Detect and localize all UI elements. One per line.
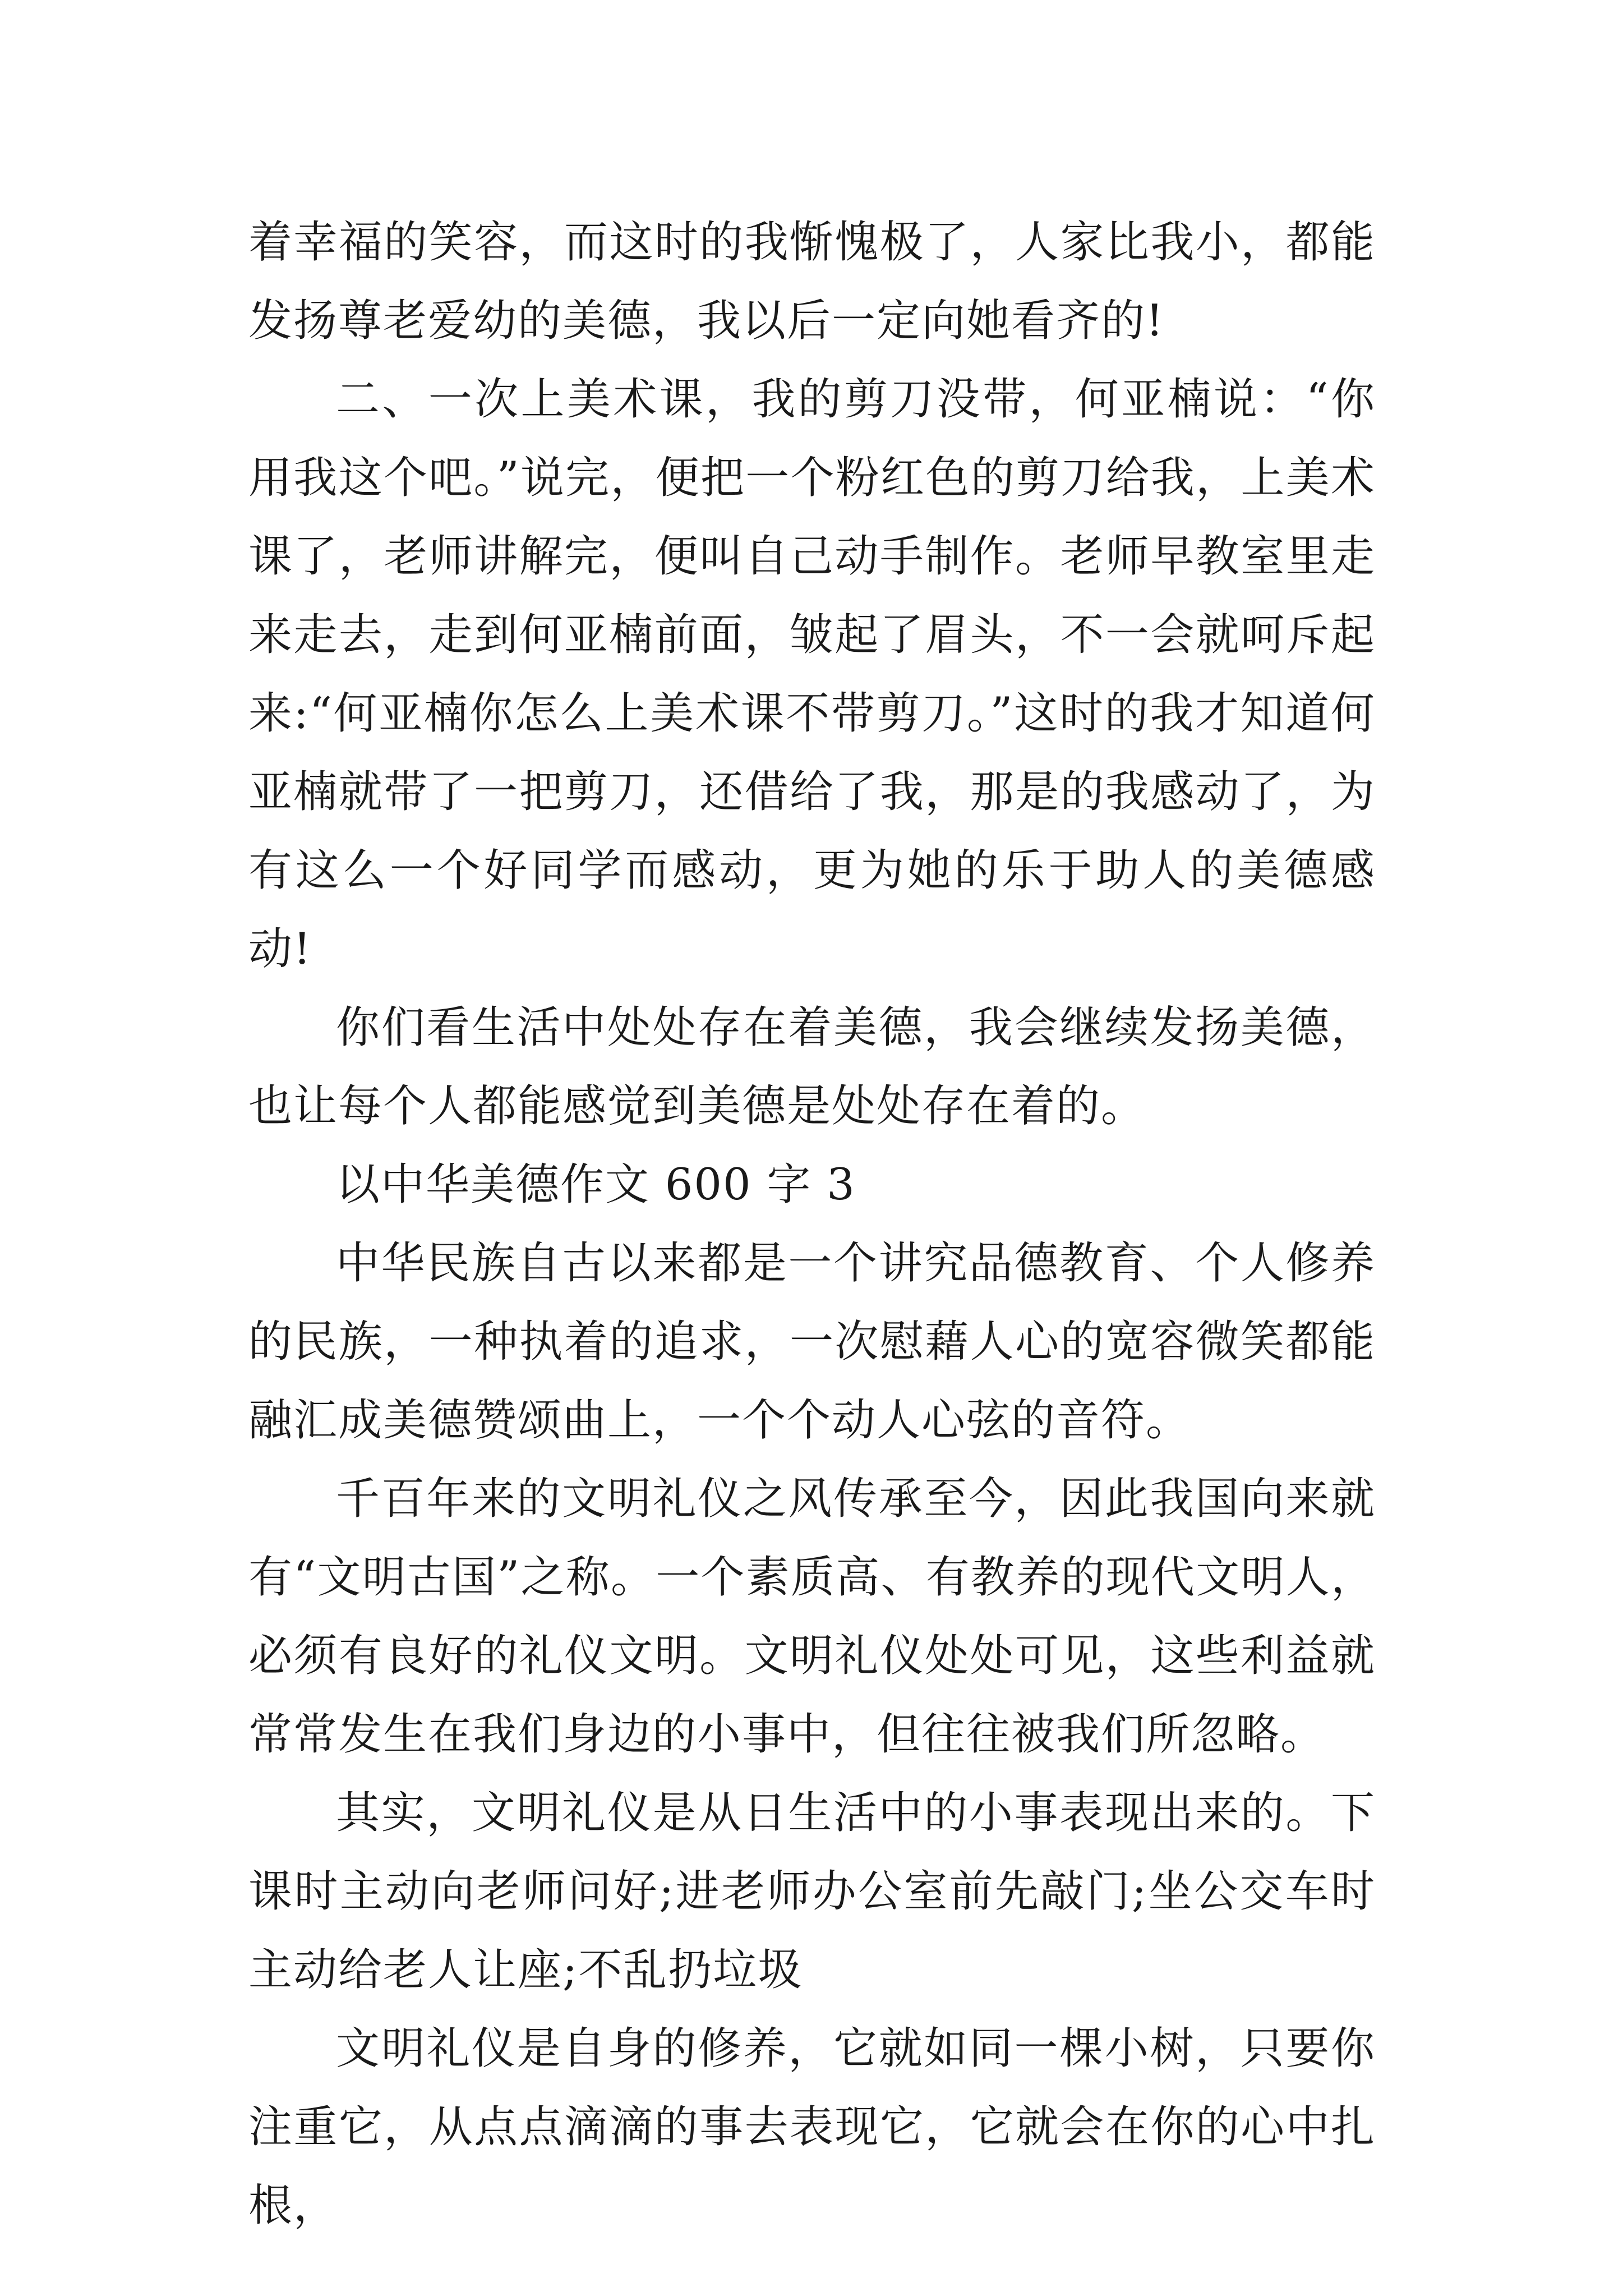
paragraph-etiquette-tradition: 千百年来的文明礼仪之风传承至今，因此我国向来就有“文明古国”之称。一个素质高、有教养的现代文明人，必须有良好的礼仪文明。文明礼仪处处可见，这些利益就常常发生在我们身边的小事中，但往往被我们所忽略。	[248, 1474, 1376, 1760]
paragraph-virtue-everywhere: 你们看生活中处处存在着美德，我会继续发扬美德，也让每个人都能感觉到美德是处处存在着的。	[248, 1002, 1376, 1131]
paragraph-chinese-nation: 中华民族自古以来都是一个讲究品德教育、个人修养的民族，一种执着的追求，一次慰藉人心的宽容微笑都能融汇成美德赞颂曲上，一个个动人心弦的音符。	[248, 1238, 1376, 1446]
body-text	[248, 203, 1376, 2245]
paragraph-continuation: 着幸福的笑容，而这时的我惭愧极了，人家比我小，都能发扬尊老爱幼的美德，我以后一定向她看齐的!	[248, 217, 1376, 346]
paragraph-art-class-story: 二、一次上美术课，我的剪刀没带，何亚楠说：“你用我这个吧。”说完，便把一个粉红色的剪刀给我，上美术课了，老师讲解完，便叫自己动手制作。老师早教室里走来走去，走到何亚楠前面，皱起了眉头，不一会就呵斥起来:“何亚楠你怎么上美术课不带剪刀。”这时的我才知道何亚楠就带了一把剪刀，还借给了我，那是的我感动了，为有这么一个好同学而感动，更为她的乐于助人的美德感动!	[248, 374, 1376, 974]
essay-heading: 以中华美德作文 600 字 3	[336, 1159, 856, 1210]
paragraph-daily-etiquette: 其实，文明礼仪是从日生活中的小事表现出来的。下课时主动向老师问好;进老师办公室前先敲门;坐公交车时主动给老人让座;不乱扔垃圾	[248, 1788, 1376, 1995]
paragraph-self-cultivation: 文明礼仪是自身的修养，它就如同一棵小树，只要你注重它，从点点滴滴的事去表现它，它就会在你的心中扎根，	[248, 2023, 1376, 2231]
